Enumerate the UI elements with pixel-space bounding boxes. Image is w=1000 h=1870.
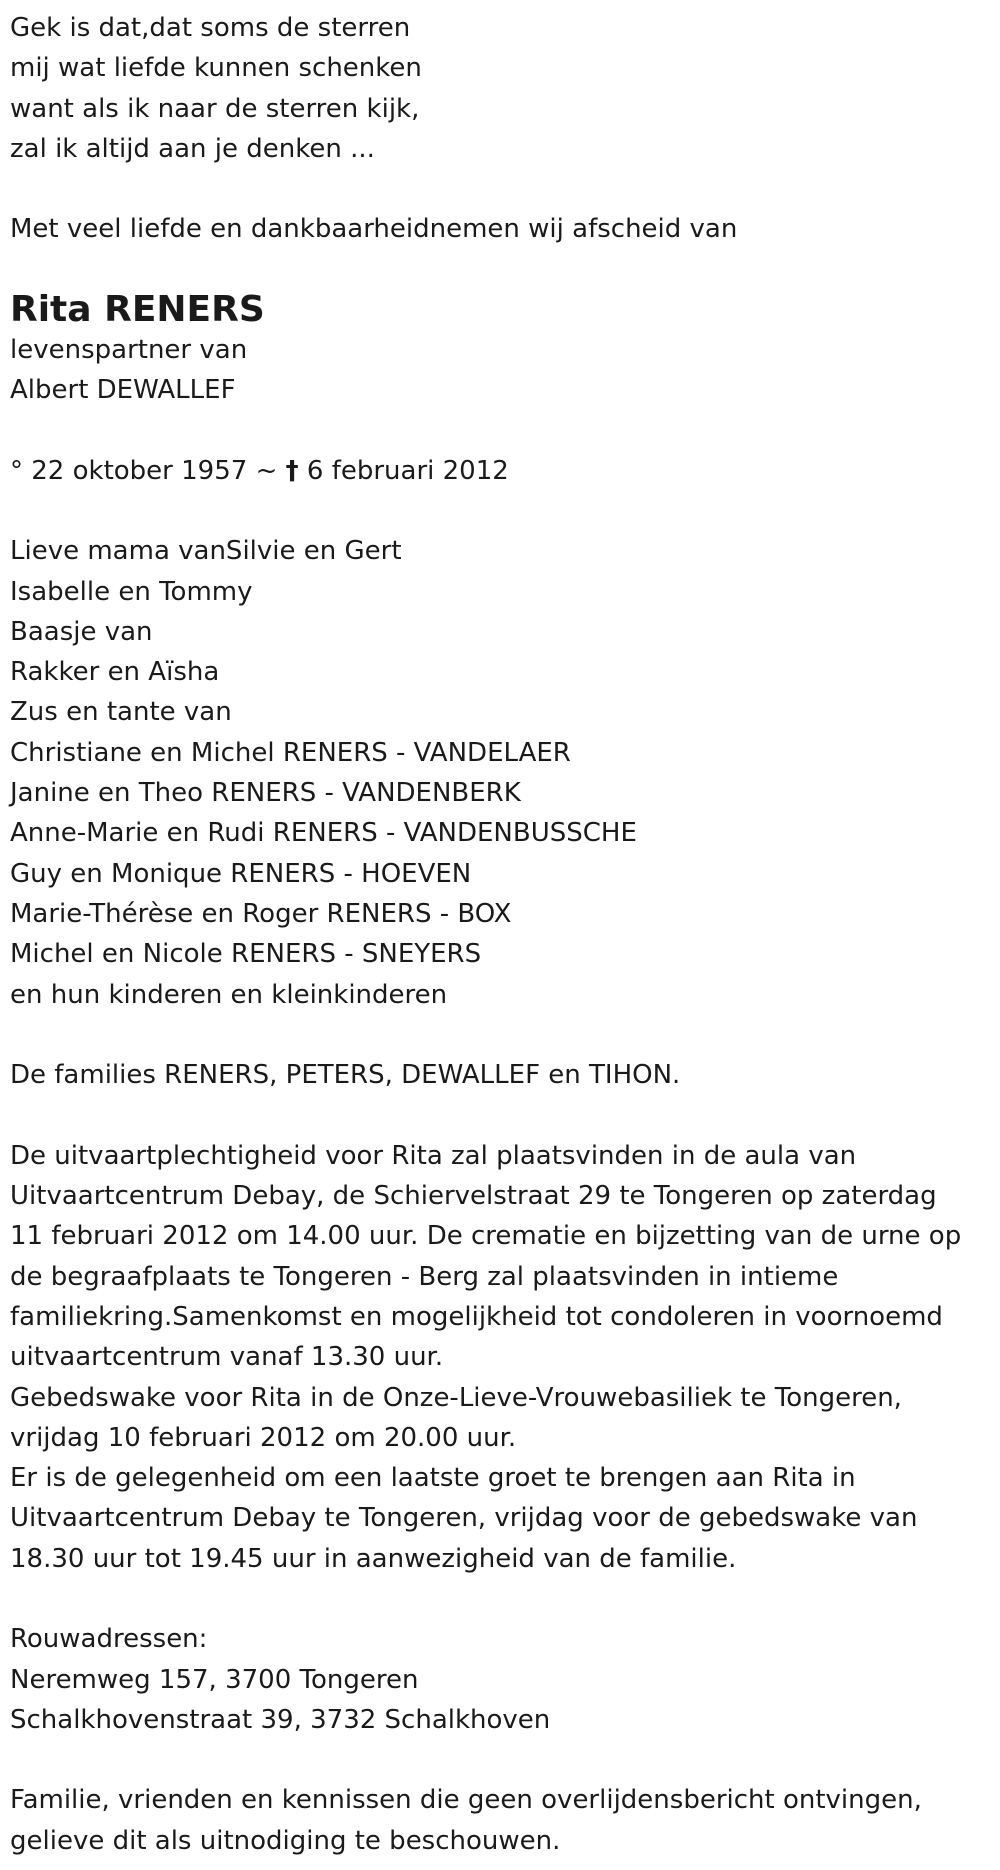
ceremony-line: 11 februari 2012 om 14.00 uur. De crematie en bijzetting van de urne op [10,1221,962,1252]
family-line: en hun kinderen en kleinkinderen [10,979,448,1010]
family-line: Rakker en Aïsha [10,657,220,688]
ceremony-line: Uitvaartcentrum Debay, de Schiervelstraat 29 te Tongeren op zaterdag [10,1181,937,1212]
family-line: Lieve mama vanSilvie en Gert [10,536,402,567]
cross-icon: † [285,455,299,486]
intro-text: Met veel liefde en dankbaarheidnemen wij afscheid van [10,214,738,245]
ceremony-text [10,1136,990,1579]
ceremony-line: uitvaartcentrum vanaf 13.30 uur. [10,1342,444,1373]
family-line: Isabelle en Tommy [10,576,253,607]
poem-line: mij wat liefde kunnen schenken [10,53,422,84]
family-line: Christiane en Michel RENERS - VANDELAER [10,737,571,768]
address-line: Neremweg 157, 3700 Tongeren [10,1664,419,1695]
deceased-name: Rita RENERS [10,288,265,330]
birth-date: ° 22 oktober 1957 ~ [10,455,278,486]
ceremony-line: Er is de gelegenheid om een laatste groet te brengen aan Rita in [10,1463,856,1494]
relation-label: levenspartner van [10,334,248,365]
ceremony-line: familiekring.Samenkomst en mogelijkheid tot condoleren in voornoemd [10,1301,943,1332]
ceremony-line: Gebedswake voor Rita in de Onze-Lieve-Vrouwebasiliek te Tongeren, [10,1382,902,1413]
family-line: Guy en Monique RENERS - HOEVEN [10,858,472,889]
address-line: Schalkhovenstraat 39, 3732 Schalkhoven [10,1704,551,1735]
poem [10,8,990,169]
families-line: De families RENERS, PETERS, DEWALLEF en TIHON. [10,1060,681,1091]
life-dates [10,451,990,491]
closing-line: Familie, vrienden en kennissen die geen overlijdensbericht ontvingen, [10,1785,922,1816]
deceased-block [10,286,990,491]
ceremony-line: De uitvaartplechtigheid voor Rita zal plaatsvinden in de aula van [10,1140,857,1171]
poem-line: Gek is dat,dat soms de sterren [10,13,411,43]
family-list [10,531,990,1015]
closing-text [10,1780,990,1861]
ceremony-line: 18.30 uur tot 19.45 uur in aanwezigheid van de familie. [10,1543,737,1574]
family-line: Marie-Thérèse en Roger RENERS - BOX [10,898,512,929]
death-date: 6 februari 2012 [306,455,509,486]
family-line: Baasje van [10,616,153,647]
family-line: Michel en Nicole RENERS - SNEYERS [10,939,482,970]
poem-line: zal ik altijd aan je denken ... [10,133,375,164]
family-line: Anne-Marie en Rudi RENERS - VANDENBUSSCHE [10,818,637,849]
ceremony-line: de begraafplaats te Tongeren - Berg zal plaatsvinden in intieme [10,1261,839,1292]
family-line: Zus en tante van [10,697,232,728]
ceremony-line: Uitvaartcentrum Debay te Tongeren, vrijdag voor de gebedswake van [10,1503,918,1534]
ceremony-line: vrijdag 10 februari 2012 om 20.00 uur. [10,1422,517,1453]
addresses-label: Rouwadressen: [10,1624,208,1655]
closing-line: gelieve dit als uitnodiging te beschouwen. [10,1825,561,1856]
poem-line: want als ik naar de sterren kijk, [10,93,420,124]
addresses [10,1619,990,1740]
family-line: Janine en Theo RENERS - VANDENBERK [10,778,521,809]
partner-name: Albert DEWALLEF [10,375,236,406]
